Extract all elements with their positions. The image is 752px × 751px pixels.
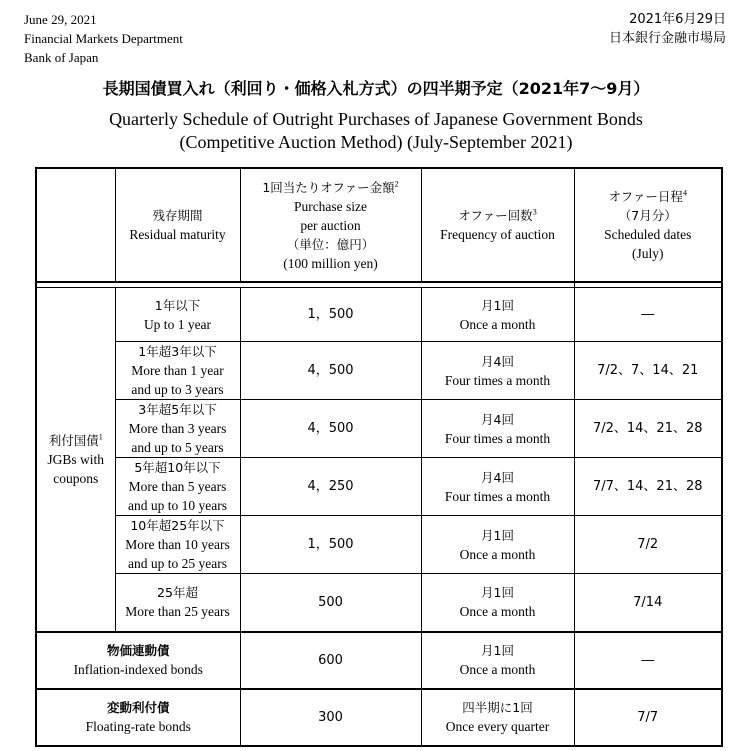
maturity-en-line2: and up to 25 years: [128, 556, 227, 571]
frequency-cell: [421, 632, 574, 689]
maturity-cell: [115, 458, 240, 516]
size-cell: 1，500: [240, 516, 421, 574]
purchase-schedule-table: [35, 167, 723, 747]
maturity-en-line1: More than 5 years: [128, 479, 227, 494]
header-size-en1: Purchase size: [293, 198, 368, 214]
maturity-en-line1: More than 10 years: [125, 537, 230, 552]
maturity-ja: 25年超: [157, 585, 198, 601]
header-empty-cell: [36, 168, 115, 282]
header-dates-en1: Scheduled dates: [604, 227, 692, 242]
frequency-en: Once a month: [459, 546, 536, 562]
header-size-unit-en: (100 million yen): [283, 255, 378, 271]
header-size-ja: 1回当たりオファー金額: [262, 179, 395, 195]
table-header-row: [36, 168, 722, 282]
header-bank-en: Bank of Japan: [24, 50, 99, 65]
size-cell: 300: [240, 689, 421, 746]
header-department-en: Financial Markets Department: [24, 31, 183, 46]
header-size-en2: per auction: [300, 217, 361, 233]
footnote-ref-3: 3: [532, 207, 537, 217]
header-size-unit-ja: （単位：億円）: [286, 236, 375, 252]
table-row: [36, 458, 722, 516]
group-jgb-ja: 利付国債: [48, 432, 99, 448]
header-maturity-en: Residual maturity: [129, 227, 226, 242]
size-cell: 1，500: [240, 288, 421, 342]
size-cell: 600: [240, 632, 421, 689]
frequency-cell: [421, 516, 574, 574]
header-maturity: [115, 168, 240, 282]
table-row-floating-rate: [36, 689, 722, 746]
frequency-en: Once a month: [459, 662, 536, 677]
floating-ja: 変動利付債: [106, 700, 170, 715]
size-cell: 4，500: [240, 400, 421, 458]
header-department-ja: 日本銀行金融市場局: [608, 31, 726, 46]
header-maturity-ja: 残存期間: [152, 208, 203, 223]
maturity-cell: [115, 516, 240, 574]
maturity-ja: 1年以下: [154, 297, 201, 313]
floating-rate-label: [36, 689, 240, 746]
maturity-en-line1: More than 3 years: [128, 421, 227, 436]
size-cell: 4，250: [240, 458, 421, 516]
header-frequency: [421, 168, 574, 282]
header-frequency-en: Frequency of auction: [440, 227, 555, 242]
dates-cell: ―: [574, 288, 722, 342]
header-date-en: June 29, 2021: [24, 12, 97, 27]
frequency-ja: 月4回: [481, 353, 514, 369]
title-english-line2: (Competitive Auction Method) (July-September 2021): [179, 132, 573, 152]
maturity-ja: 5年超10年以下: [134, 460, 221, 475]
frequency-en: Once a month: [459, 604, 536, 620]
frequency-cell: [421, 574, 574, 632]
table-row: [36, 288, 722, 342]
frequency-ja: 月4回: [481, 411, 514, 427]
dates-cell: 7/2: [574, 516, 722, 574]
frequency-cell: [421, 342, 574, 400]
header-purchase-size: [240, 168, 421, 282]
dates-cell: ―: [574, 632, 722, 689]
maturity-ja: 1年超3年以下: [138, 344, 217, 359]
frequency-cell: [421, 400, 574, 458]
frequency-en: Once every quarter: [445, 719, 550, 734]
inflation-en: Inflation-indexed bonds: [73, 662, 203, 677]
title-japanese: 長期国債買入れ（利回り・価格入札方式）の四半期予定（2021年7〜9月）: [102, 79, 650, 98]
maturity-en-line2: and up to 10 years: [128, 498, 227, 513]
frequency-ja: 月1回: [481, 297, 514, 313]
inflation-indexed-label: [36, 632, 240, 689]
size-cell: 500: [240, 574, 421, 632]
group-jgb-en2: coupons: [53, 470, 99, 486]
frequency-en: Four times a month: [444, 372, 551, 388]
frequency-ja: 月4回: [481, 469, 514, 485]
maturity-cell: [115, 400, 240, 458]
size-cell: 4，500: [240, 342, 421, 400]
table-row: [36, 400, 722, 458]
footnote-ref-1: 1: [98, 432, 103, 442]
maturity-en-line2: and up to 5 years: [131, 440, 224, 455]
frequency-en: Once a month: [459, 316, 536, 332]
header-dates: [574, 168, 722, 282]
maturity-en-line2: and up to 3 years: [131, 382, 224, 397]
frequency-cell: [421, 458, 574, 516]
dates-cell: 7/2、14、21、28: [574, 400, 722, 458]
maturity-en-line1: More than 1 year: [131, 363, 224, 378]
footnote-ref-2: 2: [394, 179, 399, 189]
maturity-ja: 3年超5年以下: [138, 402, 217, 417]
inflation-ja: 物価連動債: [106, 643, 170, 658]
maturity-en: Up to 1 year: [143, 316, 212, 332]
title-english: [0, 108, 752, 154]
maturity-cell: [115, 574, 240, 632]
frequency-ja: 四半期に1回: [462, 700, 533, 715]
group-jgb-en1: JGBs with: [47, 451, 105, 467]
table-row: [36, 574, 722, 632]
dates-cell: 7/7、14、21、28: [574, 458, 722, 516]
frequency-ja: 月1回: [481, 643, 514, 658]
header-right: [609, 10, 726, 48]
header-left: [24, 10, 183, 67]
maturity-cell: [115, 342, 240, 400]
table-row-inflation-indexed: [36, 632, 722, 689]
frequency-ja: 月1回: [481, 527, 514, 543]
dates-cell: 7/14: [574, 574, 722, 632]
frequency-ja: 月1回: [481, 585, 514, 601]
header-dates-sub-ja: （7月分）: [618, 208, 677, 223]
dates-cell: 7/7: [574, 689, 722, 746]
footnote-ref-4: 4: [682, 188, 687, 198]
frequency-en: Four times a month: [444, 430, 551, 446]
dates-cell: 7/2、7、14、21: [574, 342, 722, 400]
maturity-en: More than 25 years: [125, 604, 230, 620]
header-dates-ja: オファー日程: [608, 189, 683, 204]
header-frequency-ja: オファー回数: [458, 208, 533, 223]
header-date-ja: 2021年6月29日: [629, 12, 726, 27]
frequency-en: Four times a month: [444, 488, 551, 504]
group-jgbs-with-coupons: [36, 288, 115, 632]
maturity-cell: [115, 288, 240, 342]
table-row: [36, 342, 722, 400]
floating-en: Floating-rate bonds: [85, 719, 191, 734]
frequency-cell: [421, 288, 574, 342]
title-english-line1: Quarterly Schedule of Outright Purchases of Japanese Government Bonds: [109, 109, 643, 129]
table-row: [36, 516, 722, 574]
header-dates-en2: (July): [632, 246, 664, 261]
maturity-ja: 10年超25年以下: [130, 518, 225, 533]
frequency-cell: [421, 689, 574, 746]
